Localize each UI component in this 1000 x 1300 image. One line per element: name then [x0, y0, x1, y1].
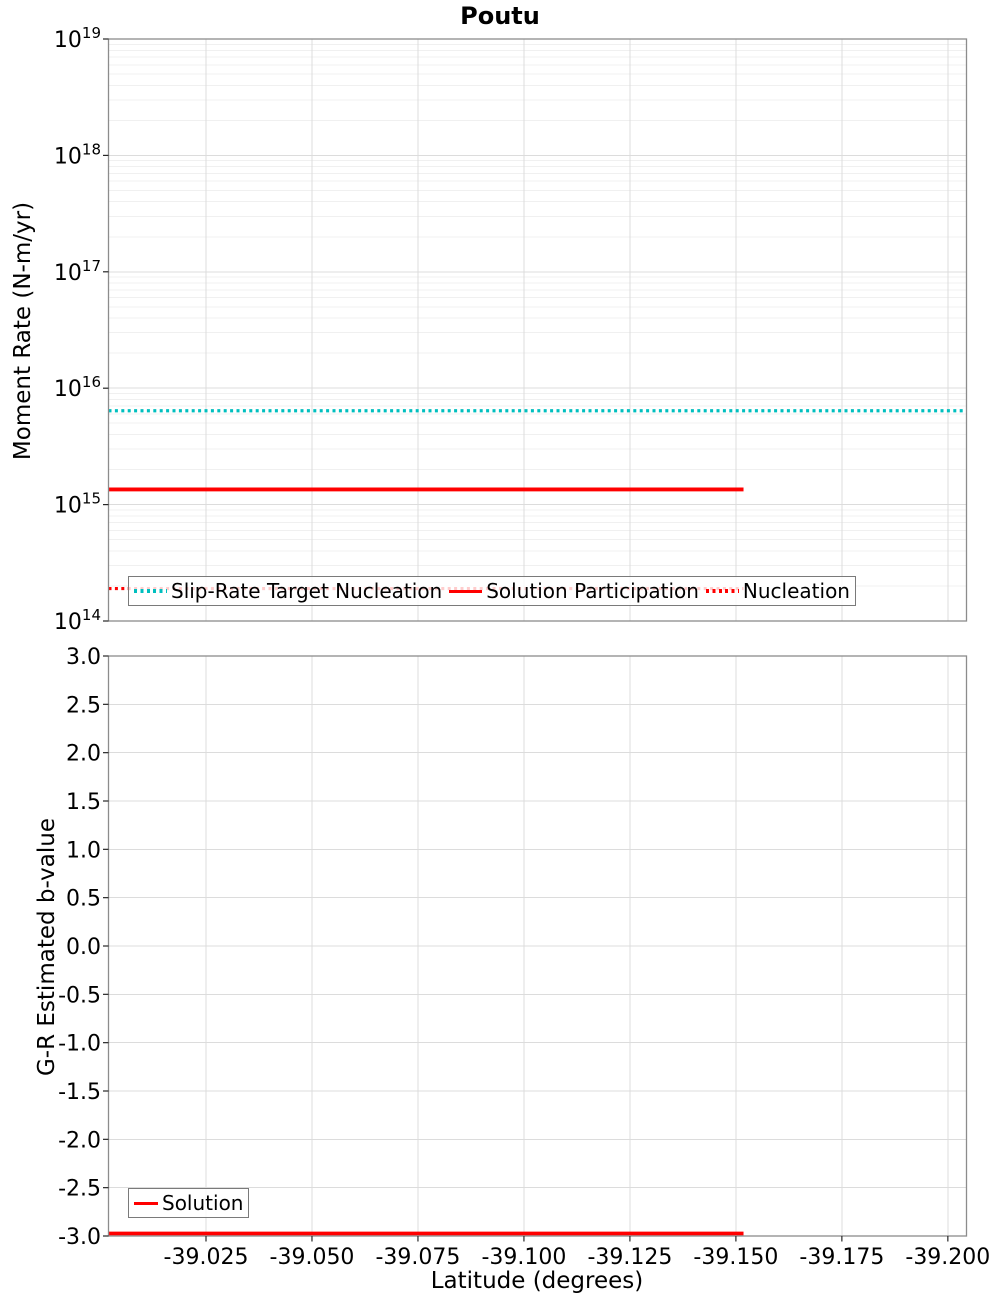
- x-tick-label: -39.100: [481, 1245, 567, 1270]
- legend-item: [134, 579, 442, 603]
- legend-item: [134, 1191, 243, 1215]
- x-tick-label: -39.125: [587, 1245, 673, 1270]
- y-tick-label: -1.5: [58, 1080, 101, 1105]
- y-tick-label: 1.5: [66, 790, 101, 815]
- y-tick-label: -3.0: [58, 1225, 101, 1250]
- y-tick-label: -1.0: [58, 1031, 101, 1057]
- y-tick-label: 3.0: [66, 645, 101, 670]
- x-tick-label: -39.150: [693, 1245, 779, 1270]
- x-tick-label: -39.025: [163, 1245, 249, 1270]
- legend-line-sample-solid: [449, 590, 482, 593]
- x-tick-label: -39.200: [905, 1245, 991, 1270]
- x-axis-label: Latitude (degrees): [430, 1268, 644, 1294]
- y-tick-label: -2.5: [58, 1176, 101, 1202]
- legend-item: [706, 579, 850, 603]
- y-tick-label: -2.0: [58, 1128, 101, 1154]
- y-tick-label: 1.0: [66, 838, 101, 864]
- y-tick-label: $10^{19}$: [53, 24, 101, 53]
- y-tick-label: $10^{15}$: [53, 489, 101, 519]
- y-tick-label: 2.5: [66, 693, 101, 719]
- plot-border: [109, 39, 967, 621]
- y-tick-label: 0.0: [66, 935, 101, 960]
- y-axis-label-moment-rate: Moment Rate (N-m/yr): [10, 201, 36, 461]
- y-tick-label: $10^{18}$: [53, 140, 101, 170]
- x-tick-label: -39.175: [799, 1245, 885, 1270]
- legend-label: Nucleation: [742, 579, 850, 603]
- legend-label: Solution Participation: [486, 579, 699, 603]
- y-tick-label: $10^{16}$: [53, 373, 101, 403]
- y-tick-label: -0.5: [58, 983, 101, 1009]
- y-tick-label: $10^{14}$: [53, 606, 101, 635]
- chart-title: Poutu: [460, 2, 540, 30]
- y-tick-label: $10^{17}$: [53, 256, 101, 286]
- legend-item: [449, 579, 699, 603]
- y-tick-label: 2.0: [66, 741, 101, 767]
- legend-moment-rate: [128, 576, 856, 606]
- legend-b-value: [128, 1188, 249, 1218]
- legend-label: Slip-Rate Target Nucleation: [171, 579, 443, 603]
- legend-line-sample-solid: [134, 1202, 158, 1205]
- x-tick-label: -39.075: [375, 1245, 461, 1270]
- y-tick-label: 0.5: [66, 886, 101, 912]
- x-tick-label: -39.050: [269, 1245, 355, 1270]
- y-axis-label-b-value: G-R Estimated b-value: [34, 817, 60, 1077]
- legend-line-sample-dotted: [134, 589, 167, 592]
- legend-line-sample-dotted: [706, 589, 739, 592]
- legend-label: Solution: [162, 1191, 244, 1215]
